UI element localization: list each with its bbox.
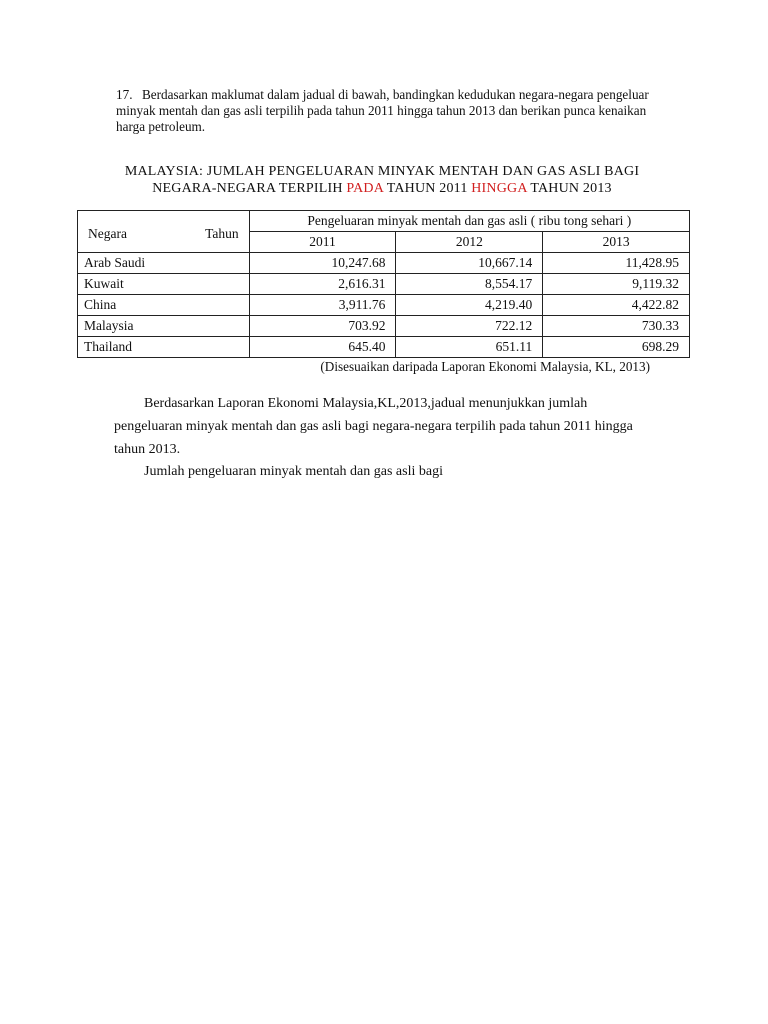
value-cell: 3,911.76 — [249, 295, 396, 316]
value-cell: 730.33 — [543, 316, 690, 337]
year-2012: 2012 — [396, 232, 543, 253]
title-highlight-pada: PADA — [346, 181, 384, 196]
table-title — [76, 163, 688, 197]
table-title-line1: MALAYSIA: JUMLAH PENGELUARAN MINYAK MENTAH DAN GAS ASLI BAGI — [124, 164, 640, 179]
header-country-year-cell — [78, 211, 250, 253]
value-cell: 698.29 — [543, 337, 690, 358]
table-row — [78, 337, 690, 358]
value-cell: 4,219.40 — [396, 295, 543, 316]
table-row — [78, 274, 690, 295]
production-table — [77, 210, 690, 358]
title-segment: TAHUN 2013 — [526, 181, 612, 196]
country-cell: Malaysia — [78, 316, 250, 337]
value-cell: 9,119.32 — [543, 274, 690, 295]
value-cell: 2,616.31 — [249, 274, 396, 295]
title-highlight-hingga: HINGGA — [471, 181, 527, 196]
year-2013: 2013 — [543, 232, 690, 253]
value-cell: 645.40 — [249, 337, 396, 358]
question-text: Berdasarkan maklumat dalam jadual di bawah, bandingkan kedudukan negara-negara pengeluar minyak mentah dan gas asli terpilih pada tahun 2011 hingga tahun 2013 dan berikan punca kenaikan harga petroleum. — [116, 87, 649, 134]
country-cell: Kuwait — [78, 274, 250, 295]
country-cell: Arab Saudi — [78, 253, 250, 274]
table-row — [78, 295, 690, 316]
value-cell: 10,667.14 — [396, 253, 543, 274]
question-number: 17. — [116, 87, 133, 102]
value-cell: 11,428.95 — [543, 253, 690, 274]
source-citation: (Disesuaikan daripada Laporan Ekonomi Malaysia, KL, 2013) — [320, 359, 650, 374]
value-cell: 10,247.68 — [249, 253, 396, 274]
year-2011: 2011 — [249, 232, 396, 253]
header-year: Tahun — [205, 226, 239, 241]
value-cell: 8,554.17 — [396, 274, 543, 295]
title-segment: NEGARA-NEGARA TERPILIH — [152, 181, 347, 196]
table-row — [78, 253, 690, 274]
header-group: Pengeluaran minyak mentah dan gas asli ( ribu tong sehari ) — [249, 211, 689, 232]
country-cell: China — [78, 295, 250, 316]
value-cell: 703.92 — [249, 316, 396, 337]
header-country: Negara — [88, 226, 127, 241]
value-cell: 651.11 — [396, 337, 543, 358]
table-row — [78, 316, 690, 337]
table-header-row — [78, 211, 690, 232]
answer-paragraph-1: Berdasarkan Laporan Ekonomi Malaysia,KL,2013,jadual menunjukkan jumlah pengeluaran minyak mentah dan gas asli bagi negara-negara terpilih pada tahun 2011 hingga tahun 2013. — [114, 396, 633, 457]
value-cell: 4,422.82 — [543, 295, 690, 316]
value-cell: 722.12 — [396, 316, 543, 337]
answer-paragraph-2: Jumlah pengeluaran minyak mentah dan gas asli bagi — [144, 464, 443, 479]
table-title-line2 — [76, 180, 688, 197]
question-block — [116, 87, 656, 135]
title-segment: TAHUN 2011 — [383, 181, 472, 196]
country-cell: Thailand — [78, 337, 250, 358]
